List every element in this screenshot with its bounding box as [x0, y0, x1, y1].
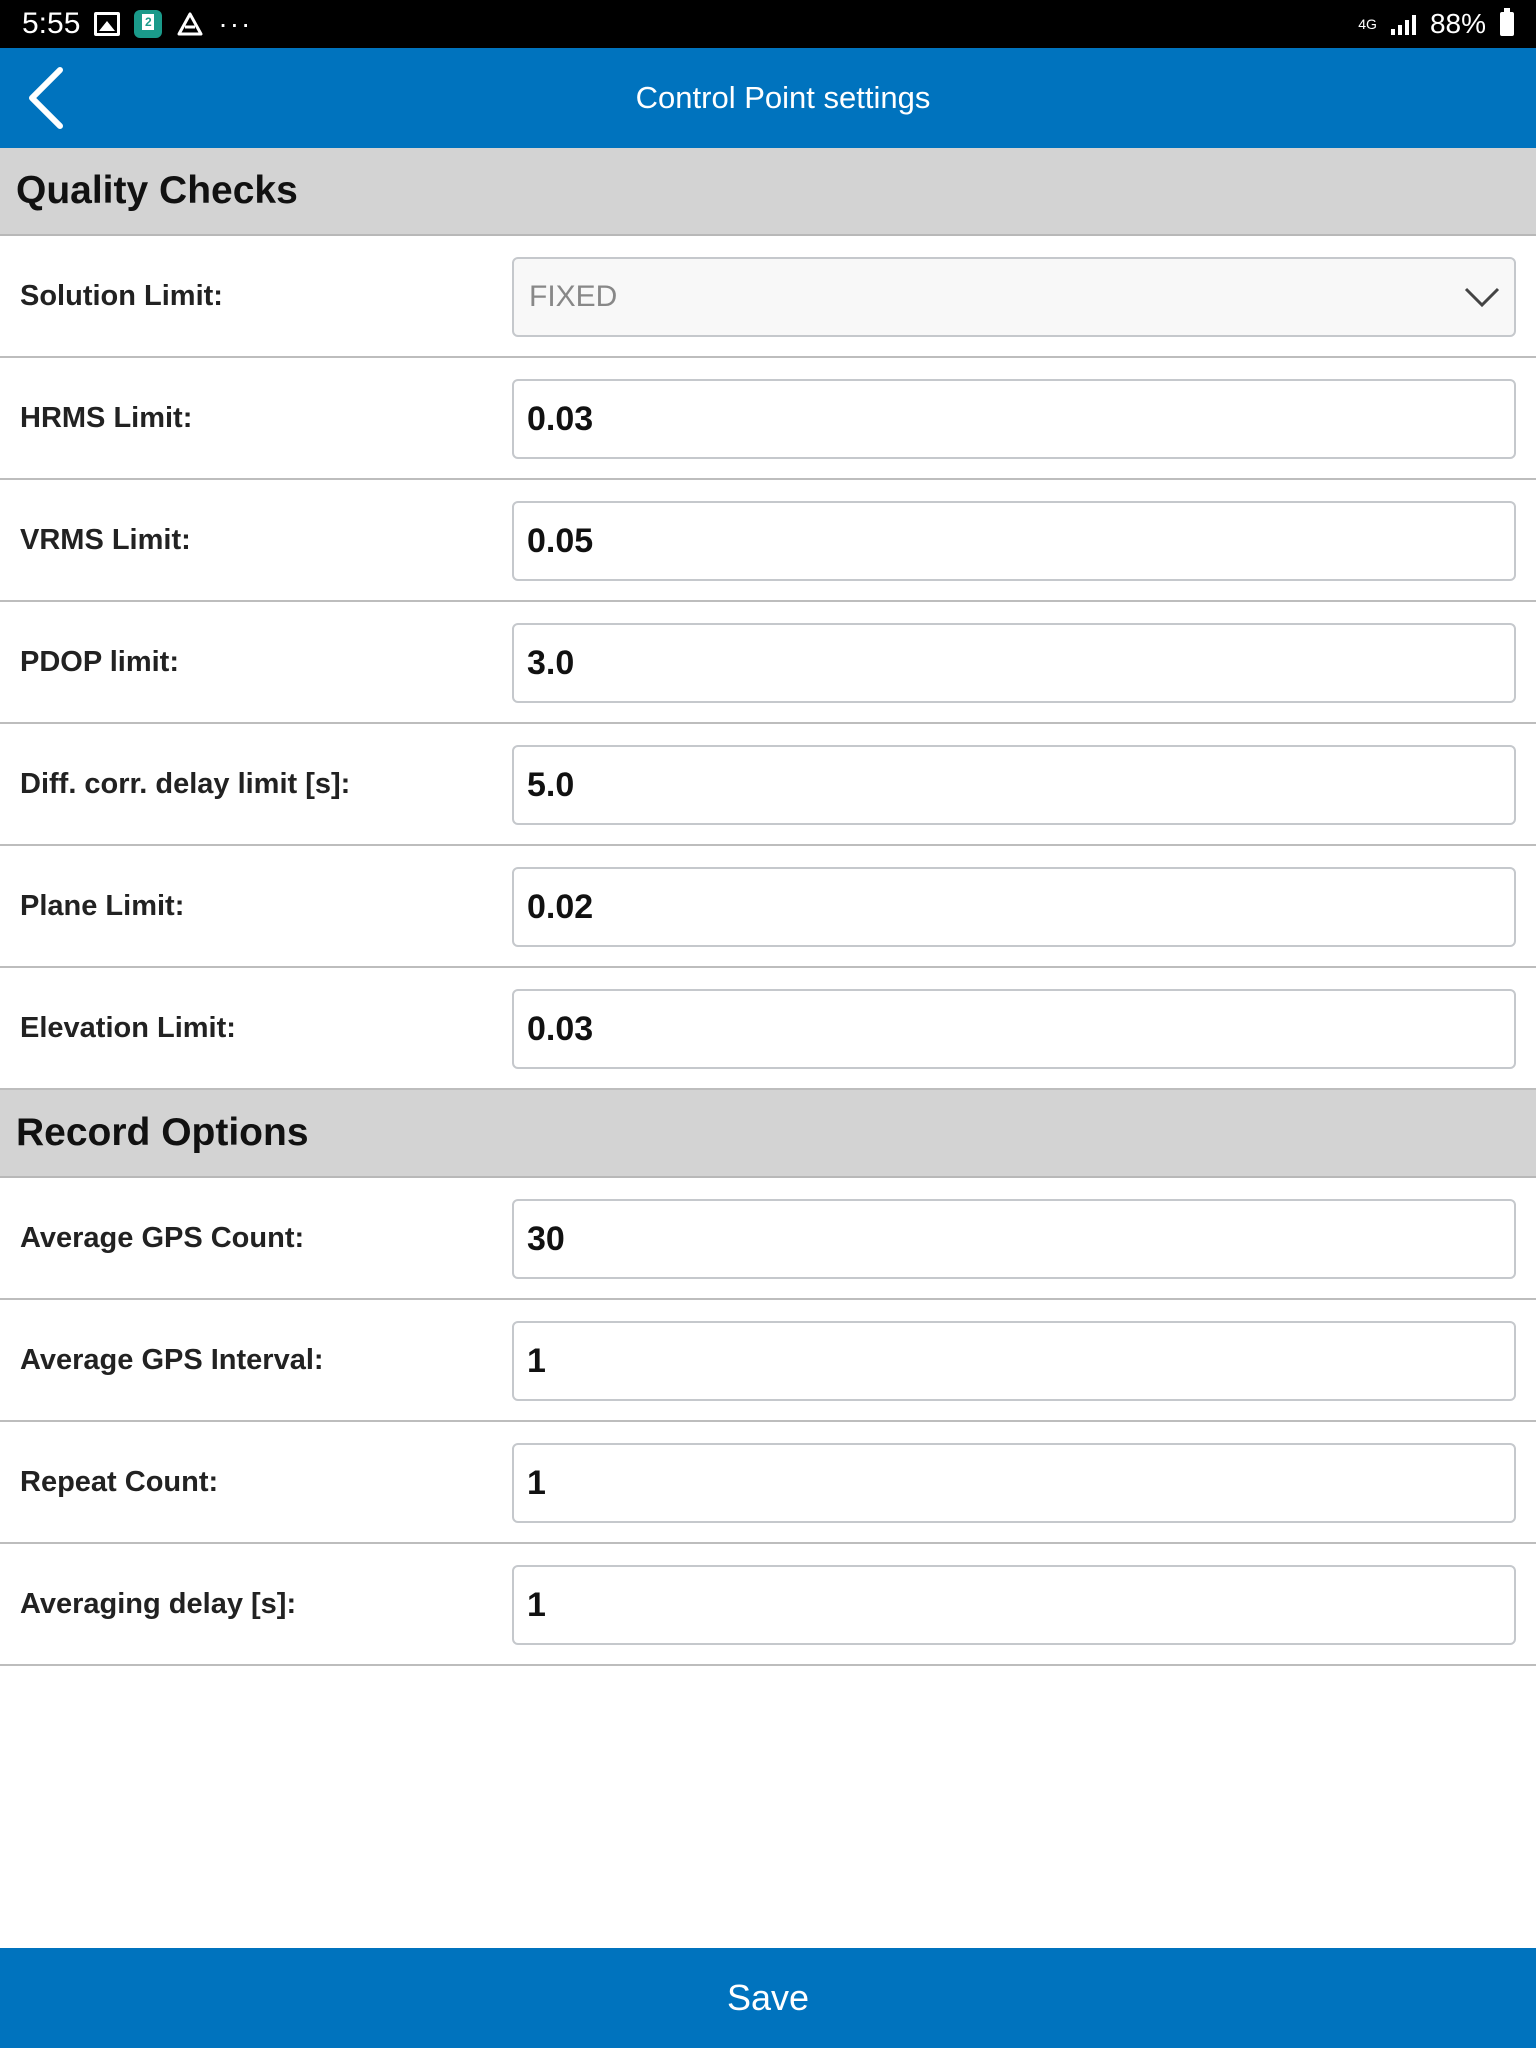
pdop-limit-input[interactable] [512, 623, 1516, 703]
row-solution-limit [0, 236, 1536, 358]
status-bar [0, 0, 1536, 48]
repeat-count-input[interactable] [512, 1443, 1516, 1523]
status-time: 5:55 [22, 7, 81, 40]
section-header-quality-checks: Quality Checks [0, 148, 1536, 236]
row-avg-gps-count [0, 1178, 1536, 1300]
section-header-record-options: Record Options [0, 1090, 1536, 1178]
row-diff-corr-delay [0, 724, 1536, 846]
avg-gps-count-label: Average GPS Count: [20, 1222, 305, 1254]
row-avg-gps-interval [0, 1300, 1536, 1422]
row-elevation-limit [0, 968, 1536, 1090]
elevation-limit-input[interactable] [512, 989, 1516, 1069]
calendar-icon [134, 10, 162, 38]
pdop-limit-label: PDOP limit: [20, 646, 179, 678]
averaging-delay-input[interactable] [512, 1565, 1516, 1645]
plane-limit-label: Plane Limit: [20, 890, 185, 922]
avg-gps-interval-label: Average GPS Interval: [20, 1344, 324, 1376]
solution-limit-label: Solution Limit: [20, 280, 223, 312]
plane-limit-input[interactable] [512, 867, 1516, 947]
gallery-icon [94, 12, 120, 36]
row-pdop-limit [0, 602, 1536, 724]
row-vrms-limit [0, 480, 1536, 602]
back-chevron-icon[interactable] [20, 64, 80, 132]
averaging-delay-label: Averaging delay [s]: [20, 1588, 297, 1620]
diff-corr-delay-input[interactable] [512, 745, 1516, 825]
avg-gps-count-input[interactable] [512, 1199, 1516, 1279]
row-averaging-delay [0, 1544, 1536, 1666]
hrms-limit-input[interactable] [512, 379, 1516, 459]
repeat-count-label: Repeat Count: [20, 1466, 219, 1498]
row-hrms-limit [0, 358, 1536, 480]
hrms-limit-label: HRMS Limit: [20, 402, 193, 434]
solution-limit-value: FIXED [529, 280, 618, 313]
row-plane-limit [0, 846, 1536, 968]
battery-percent: 88% [1429, 8, 1486, 39]
status-bar-left [22, 7, 252, 41]
solution-limit-dropdown[interactable] [512, 257, 1516, 337]
network-type: 4G [1358, 16, 1377, 32]
row-repeat-count [0, 1422, 1536, 1544]
elevation-limit-label: Elevation Limit: [20, 1012, 236, 1044]
save-button[interactable]: Save [0, 1948, 1536, 2048]
drive-icon [176, 11, 204, 37]
status-bar-right [1358, 8, 1514, 40]
page-title: Control Point settings [635, 80, 931, 115]
vrms-limit-input[interactable] [512, 501, 1516, 581]
chevron-down-icon [1464, 281, 1500, 313]
avg-gps-interval-input[interactable] [512, 1321, 1516, 1401]
vrms-limit-label: VRMS Limit: [20, 524, 191, 556]
diff-corr-delay-label: Diff. corr. delay limit [s]: [20, 768, 351, 800]
battery-icon [1500, 12, 1514, 36]
more-notifications-icon: ··· [218, 8, 253, 39]
signal-icon [1391, 13, 1416, 35]
app-header [0, 48, 1536, 148]
